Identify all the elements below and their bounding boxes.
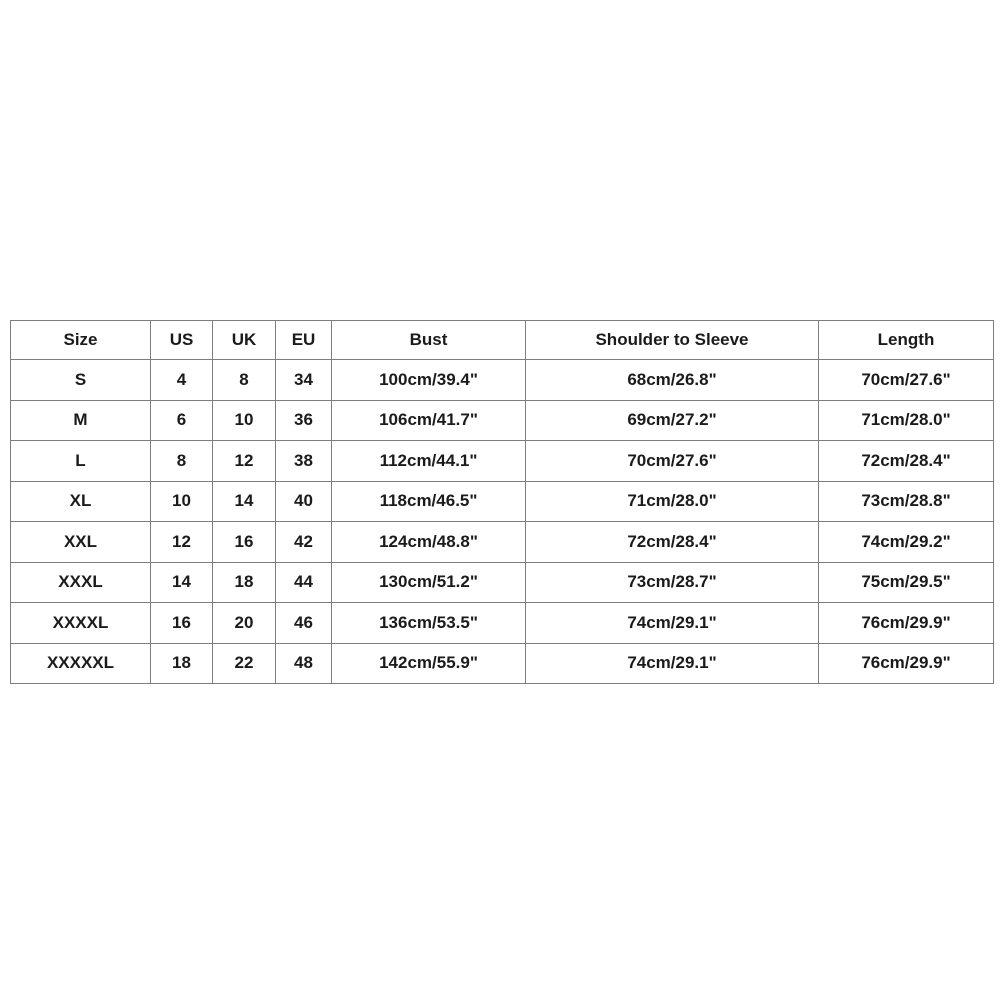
table-cell: S — [11, 360, 151, 401]
column-header-us: US — [151, 321, 213, 360]
table-cell: 112cm/44.1" — [332, 441, 526, 482]
table-cell: 18 — [213, 562, 276, 603]
table-cell: 73cm/28.7" — [526, 562, 819, 603]
table-cell: 40 — [276, 481, 332, 522]
table-cell: 10 — [213, 400, 276, 441]
table-cell: 100cm/39.4" — [332, 360, 526, 401]
column-header-uk: UK — [213, 321, 276, 360]
table-cell: 10 — [151, 481, 213, 522]
table-cell: 136cm/53.5" — [332, 603, 526, 644]
table-cell: XL — [11, 481, 151, 522]
table-cell: 12 — [213, 441, 276, 482]
table-cell: 142cm/55.9" — [332, 643, 526, 684]
table-cell: 42 — [276, 522, 332, 563]
table-cell: 73cm/28.8" — [819, 481, 994, 522]
table-cell: 48 — [276, 643, 332, 684]
table-cell: 118cm/46.5" — [332, 481, 526, 522]
table-cell: 68cm/26.8" — [526, 360, 819, 401]
table-cell: 124cm/48.8" — [332, 522, 526, 563]
column-header-size: Size — [11, 321, 151, 360]
table-cell: 46 — [276, 603, 332, 644]
table-cell: 22 — [213, 643, 276, 684]
table-cell: XXXL — [11, 562, 151, 603]
table-cell: 70cm/27.6" — [526, 441, 819, 482]
table-cell: 8 — [213, 360, 276, 401]
table-cell: 14 — [213, 481, 276, 522]
column-header-length: Length — [819, 321, 994, 360]
table-cell: 38 — [276, 441, 332, 482]
table-cell: XXXXL — [11, 603, 151, 644]
size-chart-table — [10, 320, 994, 684]
table-cell: 75cm/29.5" — [819, 562, 994, 603]
table-cell: XXXXXL — [11, 643, 151, 684]
table-cell: 44 — [276, 562, 332, 603]
table-cell: M — [11, 400, 151, 441]
table-row — [11, 603, 994, 644]
table-cell: L — [11, 441, 151, 482]
table-cell: 34 — [276, 360, 332, 401]
table-header-row — [11, 321, 994, 360]
table-cell: 12 — [151, 522, 213, 563]
column-header-shoulder-to-sleeve: Shoulder to Sleeve — [526, 321, 819, 360]
table-cell: 72cm/28.4" — [526, 522, 819, 563]
table-cell: 71cm/28.0" — [819, 400, 994, 441]
table-row — [11, 481, 994, 522]
table-cell: 71cm/28.0" — [526, 481, 819, 522]
table-row — [11, 562, 994, 603]
table-row — [11, 360, 994, 401]
table-cell: 74cm/29.1" — [526, 603, 819, 644]
table-cell: 6 — [151, 400, 213, 441]
table-cell: 106cm/41.7" — [332, 400, 526, 441]
table-cell: 74cm/29.1" — [526, 643, 819, 684]
table-cell: 16 — [151, 603, 213, 644]
table-row — [11, 400, 994, 441]
table-cell: 76cm/29.9" — [819, 643, 994, 684]
table-cell: 4 — [151, 360, 213, 401]
table-cell: 70cm/27.6" — [819, 360, 994, 401]
table-cell: 36 — [276, 400, 332, 441]
table-cell: 69cm/27.2" — [526, 400, 819, 441]
column-header-eu: EU — [276, 321, 332, 360]
table-cell: 20 — [213, 603, 276, 644]
table-row — [11, 441, 994, 482]
table-body — [11, 360, 994, 684]
table-cell: 130cm/51.2" — [332, 562, 526, 603]
column-header-bust: Bust — [332, 321, 526, 360]
table-cell: 8 — [151, 441, 213, 482]
table-cell: 74cm/29.2" — [819, 522, 994, 563]
table-cell: XXL — [11, 522, 151, 563]
table-cell: 14 — [151, 562, 213, 603]
table-row — [11, 522, 994, 563]
table-cell: 72cm/28.4" — [819, 441, 994, 482]
table-cell: 18 — [151, 643, 213, 684]
table-row — [11, 643, 994, 684]
table-cell: 16 — [213, 522, 276, 563]
table-cell: 76cm/29.9" — [819, 603, 994, 644]
